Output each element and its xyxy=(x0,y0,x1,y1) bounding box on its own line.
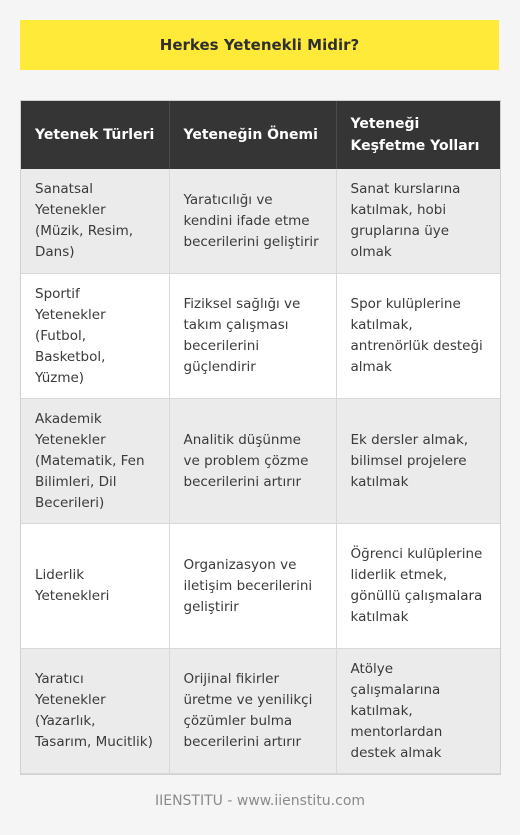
table-row xyxy=(21,399,500,524)
table-cell: Liderlik Yetenekleri xyxy=(21,524,169,649)
table-cell: Fiziksel sağlığı ve takım çalışması becerilerini güçlendirir xyxy=(169,274,336,399)
column-header: Yetenek Türleri xyxy=(21,101,169,169)
table-cell: Orijinal fikirler üretme ve yenilikçi çözümler bulma becerilerini artırır xyxy=(169,649,336,774)
table-cell: Akademik Yetenekler (Matematik, Fen Bilimleri, Dil Becerileri) xyxy=(21,399,169,524)
table-cell: Sanat kurslarına katılmak, hobi gruplarına üye olmak xyxy=(336,169,500,274)
table-header-row xyxy=(21,101,500,169)
table-cell: Yaratıcılığı ve kendini ifade etme becerilerini geliştirir xyxy=(169,169,336,274)
page-title: Herkes Yetenekli Midir? xyxy=(20,20,499,70)
table-cell: Yaratıcı Yetenekler (Yazarlık, Tasarım, Mucitlik) xyxy=(21,649,169,774)
column-header: Yeteneği Keşfetme Yolları xyxy=(336,101,500,169)
table-cell: Analitik düşünme ve problem çözme becerilerini artırır xyxy=(169,399,336,524)
talent-table-frame xyxy=(20,100,501,775)
table-cell: Atölye çalışmalarına katılmak, mentorlardan destek almak xyxy=(336,649,500,774)
column-header: Yeteneğin Önemi xyxy=(169,101,336,169)
table-cell: Spor kulüplerine katılmak, antrenörlük desteği almak xyxy=(336,274,500,399)
talent-table xyxy=(21,101,500,774)
table-cell: Organizasyon ve iletişim becerilerini geliştirir xyxy=(169,524,336,649)
table-row xyxy=(21,524,500,649)
table-row xyxy=(21,649,500,774)
table-cell: Ek dersler almak, bilimsel projelere katılmak xyxy=(336,399,500,524)
table-row xyxy=(21,274,500,399)
table-cell: Sanatsal Yetenekler (Müzik, Resim, Dans) xyxy=(21,169,169,274)
table-row xyxy=(21,169,500,274)
footer-credit: IIENSTITU - www.iienstitu.com xyxy=(154,793,366,809)
table-cell: Sportif Yetenekler (Futbol, Basketbol, Yüzme) xyxy=(21,274,169,399)
table-cell: Öğrenci kulüplerine liderlik etmek, gönüllü çalışmalara katılmak xyxy=(336,524,500,649)
